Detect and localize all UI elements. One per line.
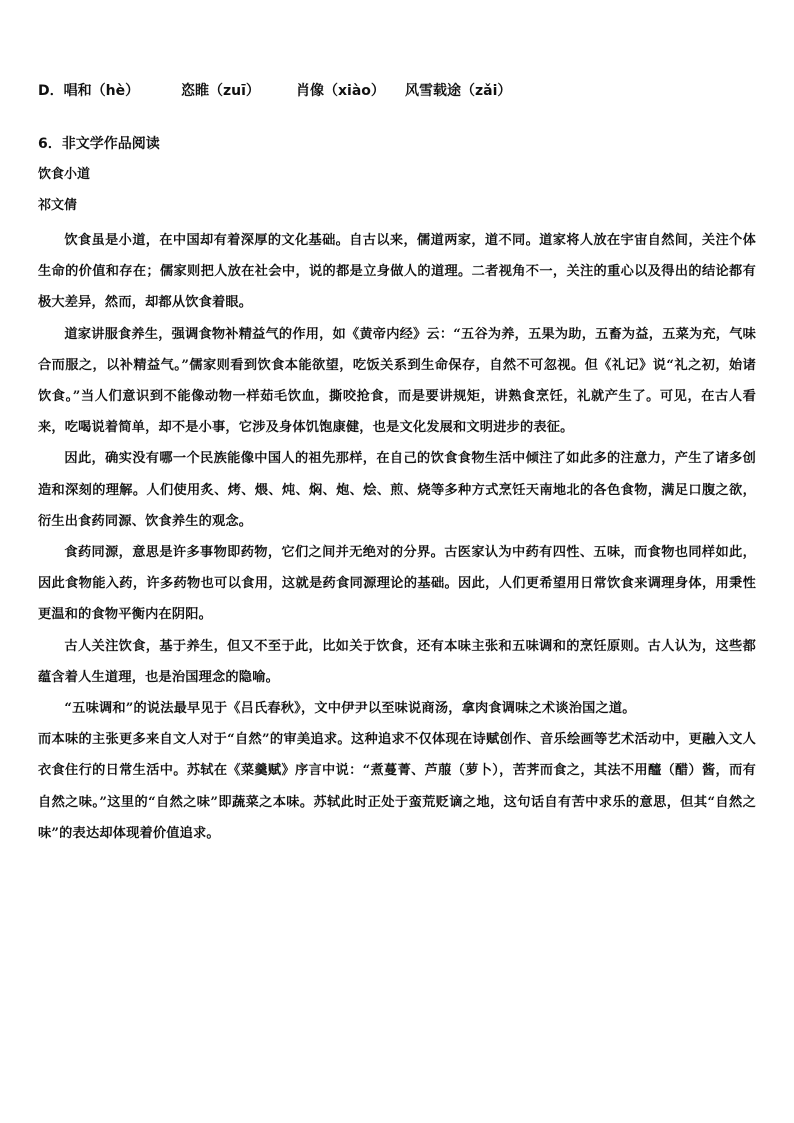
option-d-item-1: D．唱和（hè） bbox=[38, 83, 140, 99]
paragraph: 因此，确实没有哪一个民族能像中国人的祖先那样，在自己的饮食食物生活中倾注了如此多的注意力，产生了诸多创造和深刻的理解。人们使用炙、烤、煨、炖、焖、炮、烩、煎、烧等多种方式烹饪天南地北的各色食物，满足口腹之欲，衍生出食药同源、饮食养生的观念。 bbox=[38, 451, 756, 529]
article-author: 祁文倩 bbox=[38, 198, 78, 213]
paragraph: 饮食虽是小道，在中国却有着深厚的文化基础。自古以来，儒道两家，道不同。道家将人放在宇宙自然间，关注个体生命的价值和存在；儒家则把人放在社会中，说的都是立身做人的道理。二者视角不一，关注的重心以及得出的结论都有极大差异，然而，却都从饮食着眼。 bbox=[38, 233, 756, 311]
paragraph: 而本味的主张更多来自文人对于“自然”的审美追求。这种追求不仅体现在诗赋创作、音乐绘画等艺术活动中，更融入文人衣食住行的日常生活中。苏轼在《菜羹赋》序言中说：“煮蔓菁、芦菔（萝卜），苦荠而食之，其法不用醯（醋）酱，而有自然之味。”这里的“自然之味”即蔬菜之本味。苏轼此时正处于蛮荒贬谪之地，这句话自有苦中求乐的意思，但其“自然之味”的表达却体现着价值追求。 bbox=[38, 732, 756, 841]
paragraph: “五味调和”的说法最早见于《吕氏春秋》，文中伊尹以至味说商汤，拿肉食调味之术谈治国之道。 bbox=[64, 701, 636, 717]
paragraph: 食药同源，意思是许多事物即药物，它们之间并无绝对的分界。古医家认为中药有四性、五味，而食物也同样如此，因此食物能入药，许多药物也可以食用，这就是药食同源理论的基础。因此，人们更希望用日常饮食来调理身体，用秉性更温和的食物平衡内在阴阳。 bbox=[38, 545, 756, 623]
article-body bbox=[38, 225, 756, 849]
option-d-item-4: 风雪载途（zǎi） bbox=[405, 83, 512, 99]
section-title: 6．非文学作品阅读 bbox=[38, 136, 160, 152]
article-title: 饮食小道 bbox=[38, 167, 91, 182]
paragraph: 古人关注饮食，基于养生，但又不至于此，比如关于饮食，还有本味主张和五味调和的烹饪原则。古人认为，这些都蕴含着人生道理，也是治国理念的隐喻。 bbox=[38, 638, 756, 685]
paragraph: 道家讲服食养生，强调食物补精益气的作用，如《黄帝内经》云：“五谷为养，五果为助，五畜为益，五菜为充，气味合而服之，以补精益气。”儒家则看到饮食本能欲望，吃饭关系到生命保存，自然不可忽视。但《礼记》说“礼之初，始诸饮食。”当人们意识到不能像动物一样茹毛饮血，撕咬抢食，而是要讲规矩，讲熟食烹饪，礼就产生了。可见，在古人看来，吃喝说着简单，却不是小事，它涉及身体饥饱康健，也是文化发展和文明进步的表征。 bbox=[38, 326, 756, 436]
option-d-item-3: 肖像（xiào） bbox=[296, 83, 385, 99]
answer-option-d bbox=[38, 80, 758, 102]
option-d-item-2: 恣睢（zuī） bbox=[181, 83, 260, 99]
